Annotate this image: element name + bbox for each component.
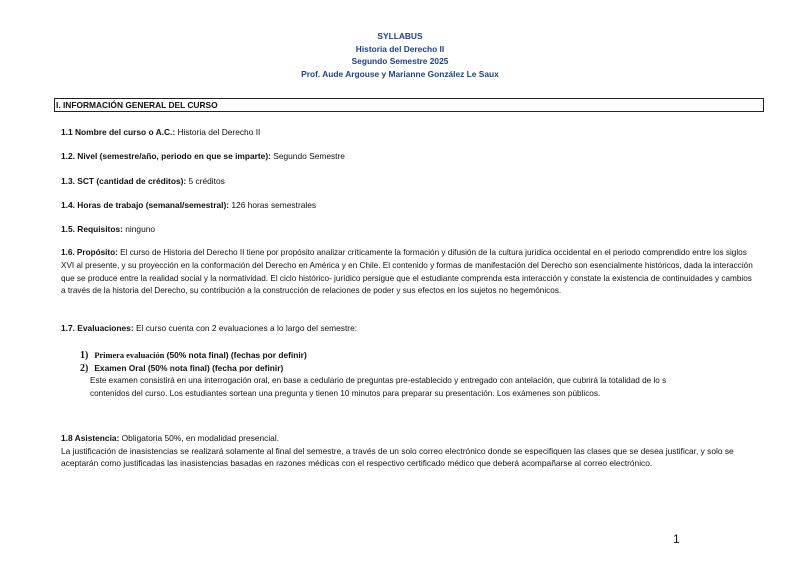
document-header [0, 30, 800, 80]
item-nivel-label: 1.2. Nivel (semestre/año, periodo en que se imparte): [61, 151, 271, 161]
asistencia-body: La justificación de inasistencias se realizará solamente al final del semestre, a través de un solo correo electrónico donde se especifiquen las clases que se desea justificar, y solo se aceptarán como justificadas las inasistencias basadas en razones médicas con el respectivo certificado médico que deberá acompañarse al correo electrónico. [61, 445, 734, 469]
item-proposito [61, 247, 753, 298]
evaluations-list [80, 349, 720, 375]
item-sct [61, 175, 751, 188]
header-syllabus: SYLLABUS [377, 31, 423, 41]
header-professors: Prof. Aude Argouse y Marianne González Le Saux [301, 68, 499, 79]
item-nombre-value: Historia del Derecho II [175, 127, 261, 137]
item-sct-label: 1.3. SCT (cantidad de créditos): [61, 176, 187, 186]
item-horas-value: 126 horas semestrales [229, 200, 317, 210]
item-evaluaciones-label: 1.7. Evaluaciones: [61, 323, 134, 333]
asistencia-heading [61, 432, 751, 445]
asistencia-value: Obligatoria 50%, en modalidad presencial. [119, 433, 280, 443]
item-requisitos-value: ninguno [122, 224, 156, 234]
header-course: Historia del Derecho II [355, 43, 445, 54]
evaluation-item [80, 349, 720, 362]
evaluation-detail: (50% nota final) (fechas por definir) [164, 350, 307, 360]
item-horas-label: 1.4. Horas de trabajo (semanal/semestral): [61, 200, 230, 210]
section-title: I. INFORMACIÓN GENERAL DEL CURSO [54, 98, 764, 112]
item-nivel-value: Segundo Semestre [270, 151, 345, 161]
evaluation-number: 1) [80, 350, 89, 361]
item-nombre-label: 1.1 Nombre del curso o A.C.: [61, 127, 176, 137]
item-asistencia [61, 432, 751, 470]
evaluation-title: Examen Oral (50% nota final) (fecha por definir) [94, 363, 284, 373]
header-semester: Segundo Semestre 2025 [351, 56, 449, 66]
item-evaluaciones [61, 322, 751, 335]
evaluation-title: Primera evaluación [94, 351, 165, 360]
item-requisitos-label: 1.5. Requisitos: [61, 224, 123, 234]
evaluation-number: 2) [80, 363, 89, 374]
item-horas [61, 199, 751, 212]
item-nivel [61, 150, 751, 163]
item-sct-value: 5 créditos [186, 176, 225, 186]
asistencia-label: 1.8 Asistencia: [61, 433, 120, 443]
exam-description: Este examen consistirá en una interrogación oral, en base a cedulario de preguntas pre-establecido y entregado con antelación, que cubrirá la totalidad de lo s contenidos del curso. Los estudiantes sortean una pregunta y tienen 10 minutos para preparar su presentación. Los exámenes son públicos. [90, 376, 667, 398]
item-proposito-value: El curso de Historia del Derecho II tiene por propósito analizar críticamente la formación y difusión de la cultura jurídica occidental en el periodo comprendido entre los siglos XVI al presente, y su proyección en la conformación del Derecho en América y en Chile. El contenido y formas de manifestación del Derecho son esencialmente históricos, dada la interacción que se produce entre la realidad social y la normatividad. El ciclo histórico- jurídico persigue que el estudiante comprenda esta interacción y constate la existencia de continuidades y cambios a través de la historia del Derecho, su contribución a la construcción de relaciones de poder y sus efectos en los sujetos no hegemónicos. [61, 248, 753, 296]
item-nombre [61, 126, 751, 139]
item-proposito-label: 1.6. Propósito: [61, 248, 118, 257]
item-evaluaciones-value: El curso cuenta con 2 evaluaciones a lo largo del semestre: [133, 323, 358, 333]
item-requisitos [61, 223, 751, 236]
page-number: 1 [673, 532, 680, 546]
